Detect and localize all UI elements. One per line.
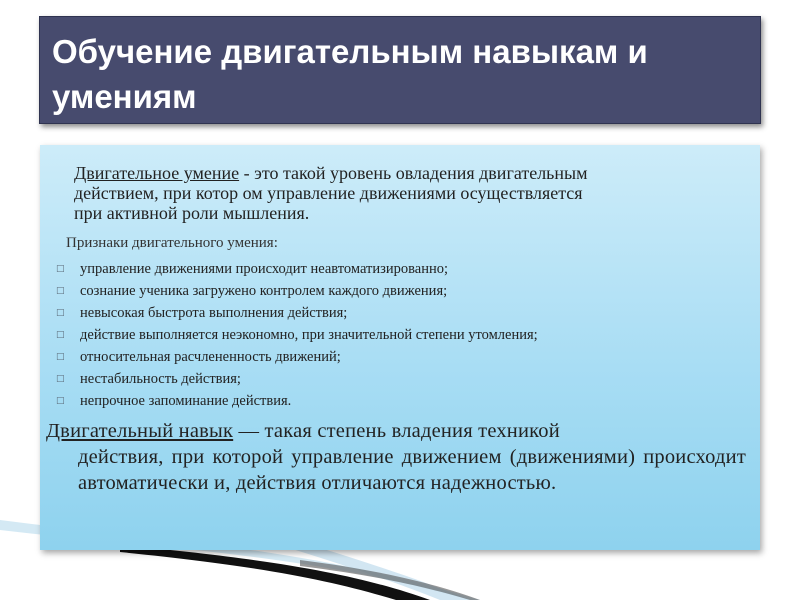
definition-1-line-2 xyxy=(60,183,750,203)
content-panel xyxy=(40,145,760,550)
definition-1-text-2: действием, при котор ом управление движениями осуществляется xyxy=(74,183,583,203)
list-item xyxy=(54,390,538,412)
definition-1-line-3 xyxy=(60,203,750,223)
definition-1-term: Двигательное умение xyxy=(74,163,240,183)
list-item-text: управление движениями происходит неавтоматизированно; xyxy=(80,261,449,277)
list-item xyxy=(54,258,538,280)
definition-2-text-rest: действия, при которой управление движением (движениями) происходит автоматически и, действия отличаются надежностью. xyxy=(78,446,746,494)
bullet-icon: □ xyxy=(56,330,65,340)
definition-1-text-1: - это такой уровень овладения двигательным xyxy=(239,163,588,183)
list-item-text: относительная расчлененность движений; xyxy=(80,349,341,365)
list-item xyxy=(54,368,538,390)
definition-2-term: Двигательный навык xyxy=(46,420,234,442)
list-item-text: сознание ученика загружено контролем каждого движения; xyxy=(80,283,448,299)
list-item xyxy=(54,280,538,302)
slide-title xyxy=(39,16,761,124)
bullet-icon: □ xyxy=(56,396,65,406)
definition-1-text-3: при активной роли мышления. xyxy=(74,203,310,223)
definition-motor-skill-habit xyxy=(46,418,746,496)
definition-2-line-1 xyxy=(46,418,746,444)
bullet-icon: □ xyxy=(56,308,65,318)
signs-heading: Признаки двигательного умения: xyxy=(66,235,278,251)
slide-title-text: Обучение двигательным навыкам и умениям xyxy=(52,33,648,115)
definition-motor-skill-ability xyxy=(60,163,750,223)
bullet-icon: □ xyxy=(56,264,65,274)
list-item-text: непрочное запоминание действия. xyxy=(80,393,292,409)
list-item xyxy=(54,346,538,368)
list-item-text: действие выполняется неэкономно, при значительной степени утомления; xyxy=(80,327,538,343)
definition-2-text-first: — такая степень владения техникой xyxy=(233,420,560,442)
definition-1-line-1 xyxy=(60,163,750,183)
signs-list xyxy=(54,258,538,412)
list-item-text: невысокая быстрота выполнения действия; xyxy=(80,305,348,321)
list-item xyxy=(54,324,538,346)
list-item xyxy=(54,302,538,324)
bullet-icon: □ xyxy=(56,374,65,384)
bullet-icon: □ xyxy=(56,286,65,296)
list-item-text: нестабильность действия; xyxy=(80,371,241,387)
bullet-icon: □ xyxy=(56,352,65,362)
